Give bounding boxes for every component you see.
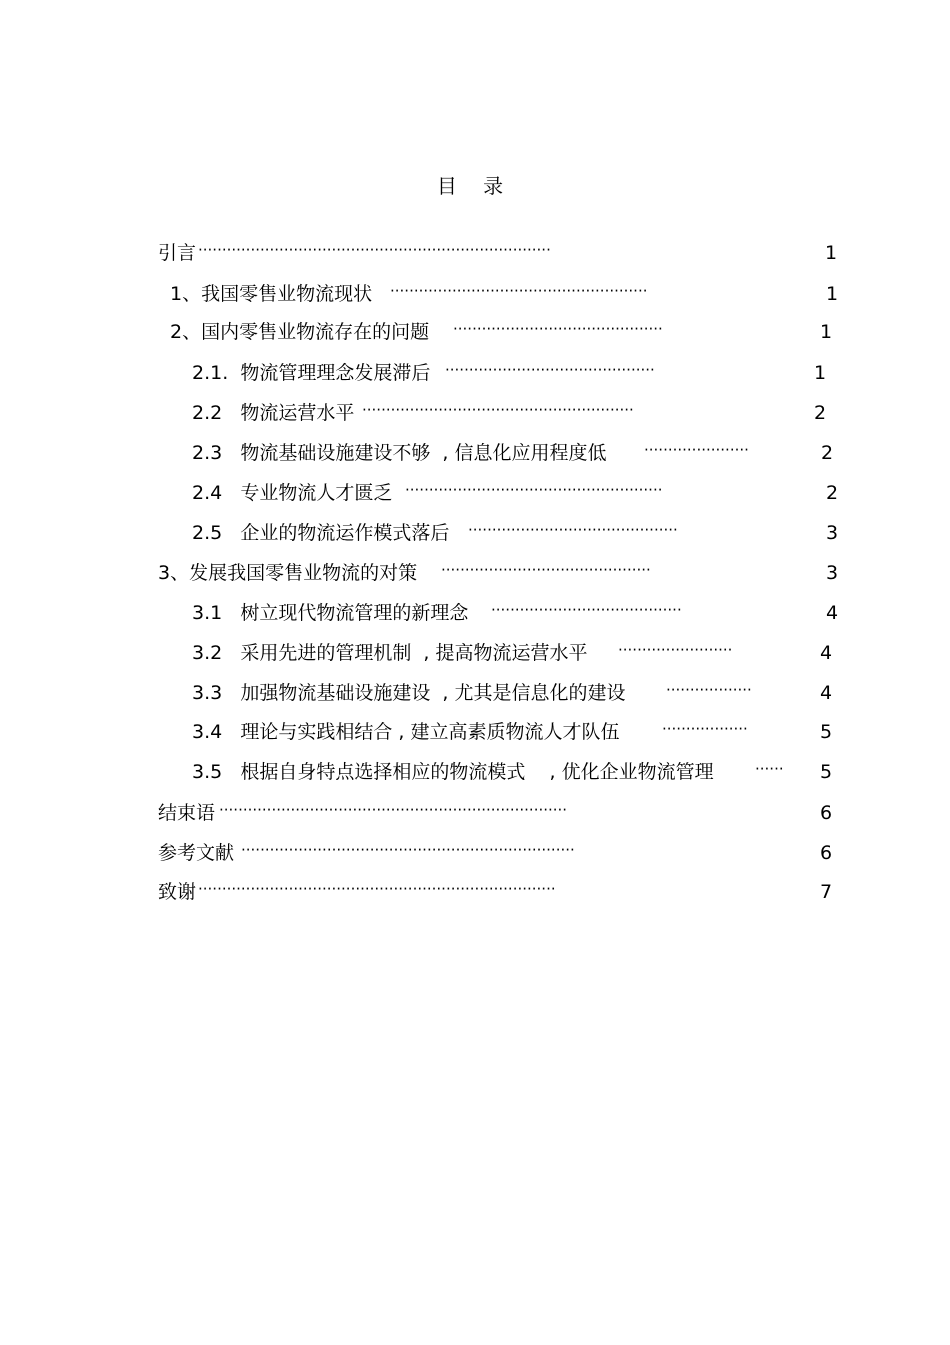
toc-page-number: 2 <box>825 482 839 504</box>
toc-entry-label: 2.3 物流基础设施建设不够 , 信息化应用程度低 <box>192 442 607 464</box>
toc-entry-label: 3.3 加强物流基础设施建设 , 尤其是信息化的建设 <box>192 682 626 704</box>
toc-entry-label: 2.4 专业物流人才匮乏 <box>192 482 393 504</box>
toc-entry-2-1[interactable] <box>192 360 842 386</box>
toc-entry-2-5[interactable] <box>192 520 847 546</box>
toc-leader-dots: ·················· <box>662 720 748 738</box>
toc-leader-dots: ············································ <box>441 561 651 579</box>
toc-entry-label: 1、我国零售业物流现状 <box>170 283 373 305</box>
toc-entry-label: 3、发展我国零售业物流的对策 <box>158 562 418 584</box>
toc-entry-1[interactable] <box>170 281 850 307</box>
toc-leader-dots: ············································ <box>445 361 655 379</box>
toc-page-number: 2 <box>820 442 834 464</box>
toc-leader-dots: ············································ <box>453 320 663 338</box>
toc-entry-3-3[interactable] <box>192 680 842 706</box>
toc-leader-dots: ······································································ <box>241 841 575 859</box>
toc-entry-2-3[interactable] <box>192 440 842 466</box>
toc-leader-dots: ······················································ <box>405 481 663 499</box>
toc-leader-dots: ········································································· <box>219 801 568 819</box>
toc-page-number: 4 <box>819 682 833 704</box>
toc-page-number: 2 <box>813 402 827 424</box>
toc-page-number: 1 <box>819 321 833 343</box>
toc-page-number: 1 <box>824 242 838 264</box>
toc-entry-label: 2、国内零售业物流存在的问题 <box>170 321 430 343</box>
page-title: 目 录 <box>436 174 514 198</box>
toc-entry-3-5[interactable] <box>192 759 842 785</box>
toc-entry-label: 3.1 树立现代物流管理的新理念 <box>192 602 469 624</box>
toc-entry-3-2[interactable] <box>192 640 842 666</box>
toc-entry-label: 3.5 根据自身特点选择相应的物流模式 , 优化企业物流管理 <box>192 761 714 783</box>
toc-entry-label: 结束语 <box>158 802 216 824</box>
toc-page-number: 6 <box>819 842 833 864</box>
toc-entry-label: 参考文献 <box>158 842 235 864</box>
toc-entry-conclusion[interactable] <box>158 800 848 826</box>
toc-entry-references[interactable] <box>158 840 848 866</box>
toc-leader-dots: ······ <box>755 760 784 778</box>
toc-page-number: 1 <box>825 283 839 305</box>
toc-entry-label: 引言 <box>158 242 197 264</box>
toc-entry-3[interactable] <box>158 560 848 586</box>
toc-leader-dots: ············································ <box>468 521 678 539</box>
toc-leader-dots: ··········································································· <box>198 880 556 898</box>
toc-page-number: 7 <box>819 881 833 903</box>
toc-entry-intro[interactable] <box>158 240 848 266</box>
toc-entry-2-4[interactable] <box>192 480 847 506</box>
toc-page-number: 6 <box>819 802 833 824</box>
toc-entry-label: 3.4 理论与实践相结合 , 建立高素质物流人才队伍 <box>192 721 620 743</box>
toc-entry-label: 2.5 企业的物流运作模式落后 <box>192 522 450 544</box>
toc-entry-acknowledgements[interactable] <box>158 879 848 905</box>
toc-entry-3-4[interactable] <box>192 719 842 745</box>
toc-entry-2-2[interactable] <box>192 400 842 426</box>
toc-entry-label: 2.2 物流运营水平 <box>192 402 355 424</box>
toc-entry-2[interactable] <box>170 319 850 345</box>
toc-entry-label: 致谢 <box>158 881 197 903</box>
toc-leader-dots: ·········································································· <box>198 241 551 259</box>
toc-page-number: 5 <box>819 721 833 743</box>
toc-leader-dots: ························································· <box>362 401 634 419</box>
toc-entry-3-1[interactable] <box>192 600 847 626</box>
toc-page-number: 3 <box>825 562 839 584</box>
toc-leader-dots: ······················································ <box>390 282 648 300</box>
toc-page-number: 4 <box>819 642 833 664</box>
toc-leader-dots: ························ <box>618 641 733 659</box>
toc-entry-label: 3.2 采用先进的管理机制 , 提高物流运营水平 <box>192 642 588 664</box>
toc-page-number: 1 <box>813 362 827 384</box>
toc-leader-dots: ········································ <box>491 601 682 619</box>
toc-leader-dots: ······················ <box>644 441 749 459</box>
toc-page-number: 5 <box>819 761 833 783</box>
toc-page-number: 4 <box>825 602 839 624</box>
toc-page-number: 3 <box>825 522 839 544</box>
toc-leader-dots: ·················· <box>666 681 752 699</box>
toc-entry-label: 2.1. 物流管理理念发展滞后 <box>192 362 431 384</box>
